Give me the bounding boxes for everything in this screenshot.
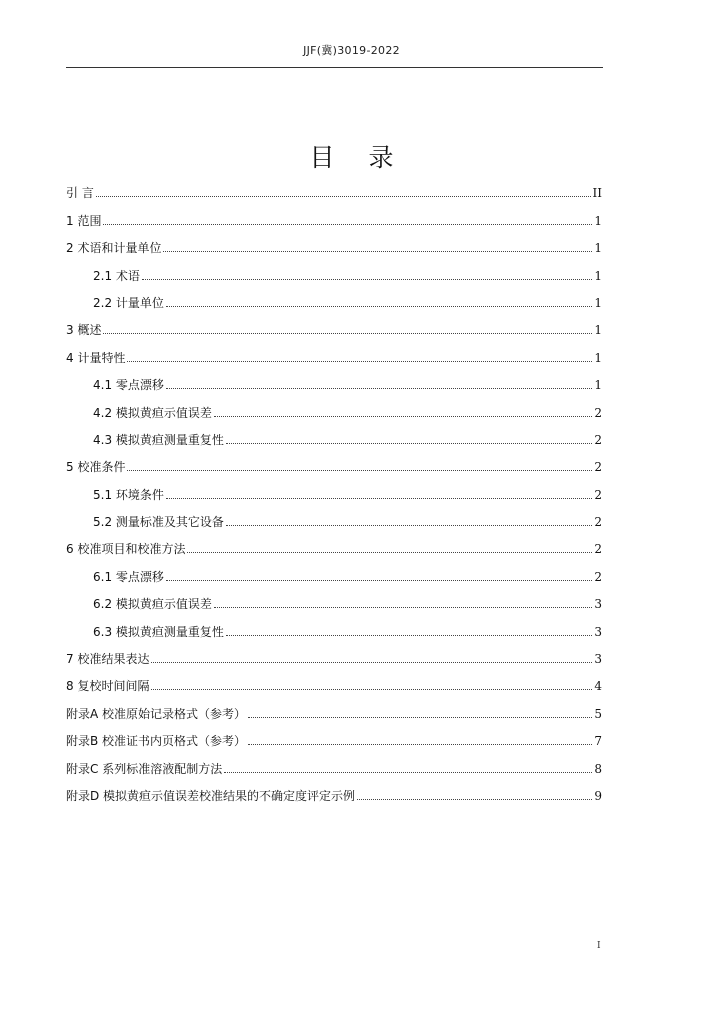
table-of-contents	[66, 172, 602, 802]
toc-entry-label: 附录D 模拟黄疸示值误差校准结果的不确定度评定示例	[66, 788, 356, 803]
toc-entry-label: 5.1 环境条件	[93, 487, 164, 502]
toc-entry-page: 4	[594, 679, 602, 694]
toc-entry[interactable]	[66, 282, 602, 309]
toc-entry[interactable]	[66, 309, 602, 336]
toc-entry-page: 2	[594, 460, 602, 475]
toc-entry[interactable]	[66, 747, 602, 774]
toc-entry-label: 6.3 模拟黄疸测量重复性	[93, 624, 224, 639]
toc-entry-page: 1	[594, 268, 602, 283]
toc-entry-label: 5.2 测量标准及其它设备	[93, 515, 224, 530]
toc-dot-leader	[214, 416, 592, 417]
toc-dot-leader	[214, 607, 592, 608]
toc-entry-page: 5	[594, 706, 602, 721]
toc-dot-leader	[127, 361, 592, 362]
toc-entry-page: 1	[594, 350, 602, 365]
toc-dot-leader	[166, 498, 592, 499]
toc-dot-leader	[163, 251, 592, 252]
toc-entry-page: 2	[594, 515, 602, 530]
toc-entry[interactable]	[66, 775, 602, 802]
toc-entry[interactable]	[66, 419, 602, 446]
document-code-header: JJF(冀)3019-2022	[303, 44, 400, 57]
toc-entry-label: 4.3 模拟黄疸测量重复性	[93, 432, 224, 447]
page-number: I	[597, 941, 601, 951]
toc-entry-label: 8 复校时间间隔	[66, 679, 150, 694]
toc-entry[interactable]	[66, 555, 602, 582]
toc-entry-label: 2 术语和计量单位	[66, 241, 162, 256]
toc-entry-page: 3	[594, 652, 602, 667]
toc-entry[interactable]	[66, 610, 602, 637]
toc-entry-label: 6.2 模拟黄疸示值误差	[93, 597, 212, 612]
toc-entry-page: 8	[594, 761, 602, 776]
toc-entry-label: 5 校准条件	[66, 460, 126, 475]
toc-dot-leader	[151, 689, 592, 690]
toc-entry-label: 附录B 校准证书内页格式（参考）	[66, 734, 247, 749]
toc-entry-page: 3	[594, 624, 602, 639]
toc-entry-label: 2.1 术语	[93, 268, 140, 283]
toc-entry-label: 3 概述	[66, 323, 102, 338]
toc-entry[interactable]	[66, 336, 602, 363]
toc-entry-label: 4 计量特性	[66, 350, 126, 365]
toc-dot-leader	[166, 580, 592, 581]
toc-entry-label: 7 校准结果表达	[66, 652, 150, 667]
toc-entry-label: 4.1 零点漂移	[93, 378, 164, 393]
toc-dot-leader	[248, 744, 592, 745]
toc-dot-leader	[103, 333, 592, 334]
toc-entry-page: 1	[594, 323, 602, 338]
toc-dot-leader	[96, 196, 591, 197]
toc-dot-leader	[226, 525, 592, 526]
toc-dot-leader	[357, 799, 592, 800]
toc-dot-leader	[187, 552, 592, 553]
toc-dot-leader	[226, 443, 592, 444]
toc-entry[interactable]	[66, 665, 602, 692]
toc-entry-label: 附录C 系列标准溶液配制方法	[66, 761, 223, 776]
toc-dot-leader	[166, 306, 592, 307]
toc-entry-page: 2	[594, 487, 602, 502]
toc-entry-page: 7	[594, 734, 602, 749]
toc-entry[interactable]	[66, 583, 602, 610]
toc-entry[interactable]	[66, 391, 602, 418]
toc-dot-leader	[103, 224, 592, 225]
toc-entry[interactable]	[66, 172, 602, 199]
toc-entry-label: 6.1 零点漂移	[93, 569, 164, 584]
toc-dot-leader	[142, 279, 592, 280]
toc-entry[interactable]	[66, 528, 602, 555]
toc-entry-label: 4.2 模拟黄疸示值误差	[93, 405, 212, 420]
toc-entry[interactable]	[66, 199, 602, 226]
toc-entry[interactable]	[66, 364, 602, 391]
toc-entry[interactable]	[66, 638, 602, 665]
toc-entry-label: 1 范围	[66, 213, 102, 228]
toc-dot-leader	[248, 717, 592, 718]
toc-entry-page: 2	[594, 405, 602, 420]
toc-entry-label: 6 校准项目和校准方法	[66, 542, 186, 557]
header-rule	[66, 67, 603, 68]
toc-entry-page: 2	[594, 432, 602, 447]
toc-entry-page: 2	[594, 542, 602, 557]
toc-dot-leader	[224, 772, 592, 773]
toc-entry[interactable]	[66, 446, 602, 473]
toc-entry-page: 1	[594, 378, 602, 393]
toc-entry[interactable]	[66, 254, 602, 281]
toc-dot-leader	[127, 470, 592, 471]
page-title: 目录	[309, 143, 428, 172]
toc-dot-leader	[226, 635, 592, 636]
toc-entry[interactable]	[66, 227, 602, 254]
toc-entry-page: 2	[594, 569, 602, 584]
toc-entry-page: 3	[594, 597, 602, 612]
toc-entry[interactable]	[66, 720, 602, 747]
toc-entry-label: 2.2 计量单位	[93, 295, 164, 310]
toc-entry-label: 引 言	[66, 186, 94, 201]
toc-entry-page: II	[592, 186, 602, 201]
toc-entry-label: 附录A 校准原始记录格式（参考）	[66, 706, 247, 721]
toc-dot-leader	[166, 388, 592, 389]
toc-entry[interactable]	[66, 692, 602, 719]
toc-entry-page: 1	[594, 213, 602, 228]
toc-entry-page: 1	[594, 241, 602, 256]
toc-dot-leader	[151, 662, 592, 663]
toc-entry-page: 1	[594, 295, 602, 310]
toc-entry[interactable]	[66, 501, 602, 528]
toc-entry-page: 9	[594, 788, 602, 803]
toc-entry[interactable]	[66, 473, 602, 500]
